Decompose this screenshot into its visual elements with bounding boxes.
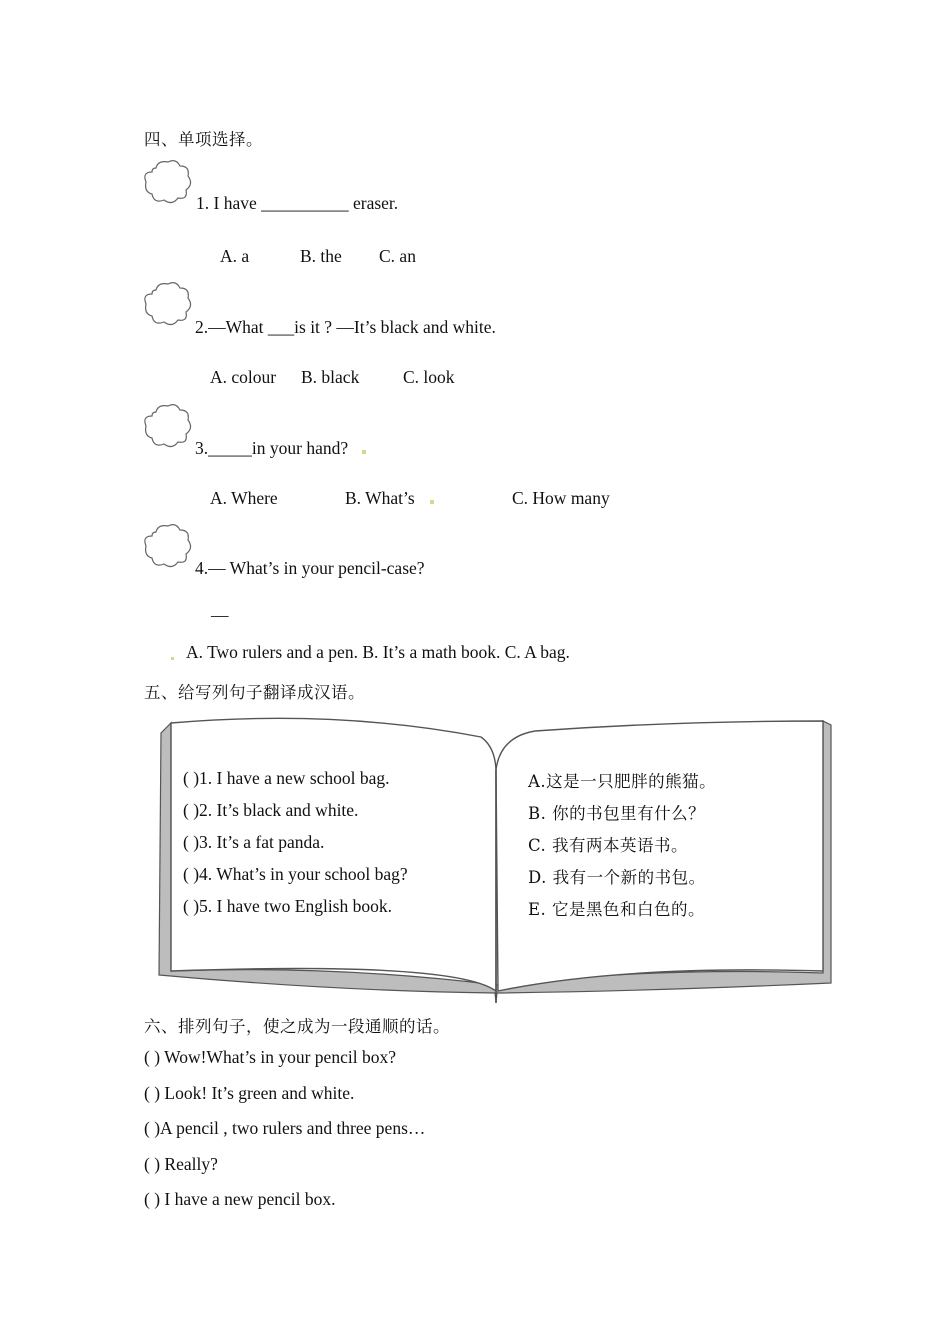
translate-right-a: A.这是一只肥胖的熊猫。 [528,772,717,791]
translate-right-c: C. 我有两本英语书。 [528,836,689,855]
section-4-title: 四、单项选择。 [144,130,263,149]
translate-left-1: ( )1. I have a new school bag. [183,768,390,788]
translate-left-5: ( )5. I have two English book. [183,896,392,916]
scan-mark [362,450,366,454]
cloud-icon [142,522,194,570]
question-3-stem: 3._____in your hand? [195,438,349,458]
scan-mark [430,500,434,504]
order-item-5: ( ) I have a new pencil box. [144,1189,336,1209]
question-4-stem: 4.— What’s in your pencil-case? [195,558,425,578]
section-5-title: 五、给写列句子翻译成汉语。 [144,683,365,702]
q4-answer-dash: — [211,605,229,625]
order-item-2: ( ) Look! It’s green and white. [144,1083,355,1103]
q3-option-c: C. How many [512,488,610,508]
q3-option-a: A. Where [210,488,278,508]
translate-left-4: ( )4. What’s in your school bag? [183,864,408,884]
q1-option-c: C. an [379,246,416,266]
cloud-icon [142,158,194,206]
q2-option-a: A. colour [210,367,277,387]
translate-left-3: ( )3. It’s a fat panda. [183,832,325,852]
order-item-3: ( )A pencil , two rulers and three pens… [144,1118,426,1138]
order-item-4: ( ) Really? [144,1154,218,1174]
question-2-stem: 2.—What ___is it ? —It’s black and white. [195,317,496,337]
q2-option-c: C. look [403,367,455,387]
section-6-title: 六、排列句子，使之成为一段通顺的话。 [144,1017,450,1036]
scan-mark [171,657,174,660]
order-item-1: ( ) Wow!What’s in your pencil box? [144,1047,396,1067]
q4-options: A. Two rulers and a pen. B. It’s a math book. C. A bag. [186,642,570,662]
translate-left-2: ( )2. It’s black and white. [183,800,359,820]
q3-option-b: B. What’s [345,488,415,508]
q2-option-b: B. black [301,367,360,387]
cloud-icon [142,402,194,450]
q1-option-a: A. a [220,246,250,266]
translate-right-b: B. 你的书包里有什么？ [528,804,706,823]
translate-right-e: E. 它是黑色和白色的。 [528,900,706,919]
translate-right-d: D. 我有一个新的书包。 [528,868,706,887]
cloud-icon [142,280,194,328]
question-1-stem: 1. I have __________ eraser. [196,193,399,213]
q1-option-b: B. the [300,246,342,266]
open-book-illustration [155,715,838,1007]
